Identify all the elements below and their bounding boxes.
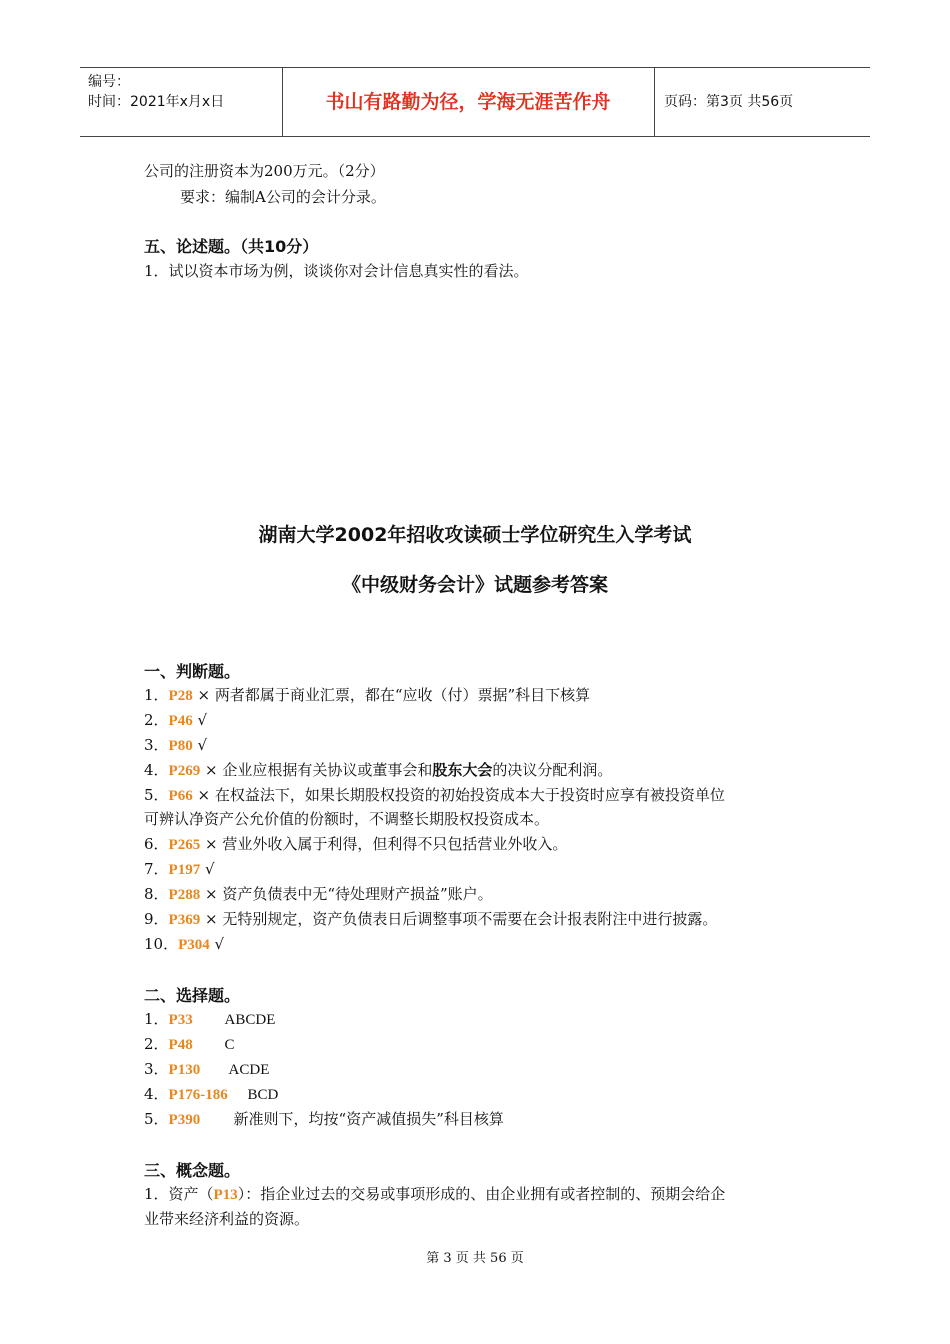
page-footer: 第 3 页 共 56 页 — [426, 1251, 524, 1266]
choice-item — [144, 1108, 504, 1129]
page-ref: P80 — [168, 738, 193, 754]
judge-item — [144, 933, 224, 954]
section5-title: 五、论述题。（共10分） — [144, 237, 319, 256]
answer-text: ACDE — [228, 1062, 270, 1078]
header-motto: 书山有路勤为径，学海无涯苦作舟 — [325, 91, 611, 113]
section3-title: 三、概念题。 — [144, 1161, 241, 1180]
item-text: √ — [209, 935, 225, 953]
item-number: 1． — [144, 1010, 169, 1028]
item-text: √ — [192, 736, 208, 754]
prev-line-1: 公司的注册资本为200万元。（2分） — [144, 162, 385, 180]
judge-item — [144, 858, 215, 879]
item-number: 3． — [144, 736, 169, 754]
item-number: 5． — [144, 1110, 169, 1128]
item-text: × 两者都属于商业汇票，都在“应收（付）票据”科目下核算 — [192, 686, 591, 704]
page-ref: P269 — [168, 763, 201, 779]
item-number: 3． — [144, 1060, 169, 1078]
page-ref: P130 — [168, 1062, 201, 1078]
item-text: × 营业外收入属于利得，但利得不只包括营业外收入。 — [200, 835, 568, 853]
section2-title: 二、选择题。 — [144, 986, 241, 1005]
item-text: √ — [200, 860, 215, 878]
judge-item — [144, 734, 207, 755]
page-ref: P197 — [168, 862, 201, 878]
header-page-info: 页码：第3页 共56页 — [664, 94, 794, 110]
judge-item — [144, 784, 725, 805]
page-ref: P369 — [168, 912, 201, 928]
time-label: 时间：2021年x月x日 — [88, 94, 225, 110]
page-ref: P176-186 — [168, 1087, 228, 1103]
page-ref: P66 — [168, 788, 193, 804]
page-ref: P265 — [168, 837, 201, 853]
choice-item — [144, 1008, 275, 1029]
section1-title: 一、判断题。 — [144, 662, 241, 681]
judge-item — [144, 883, 493, 904]
choice-item — [144, 1083, 278, 1104]
judge-item-continuation: 可辨认净资产公允价值的份额时，不调整长期股权投资成本。 — [144, 810, 550, 828]
judge-item — [144, 709, 207, 730]
judge-item — [144, 684, 590, 705]
concept-item-continuation: 业带来经济利益的资源。 — [144, 1210, 310, 1228]
doc-title-line-2: 《中级财务会计》试题参考答案 — [341, 574, 608, 596]
section5-question-1: 1．试以资本市场为例，谈谈你对会计信息真实性的看法。 — [144, 262, 529, 280]
item-number: 10． — [144, 935, 179, 953]
choice-item — [144, 1033, 235, 1054]
page-ref: P28 — [168, 688, 193, 704]
answer-text: C — [224, 1037, 235, 1053]
page-ref: P390 — [168, 1112, 201, 1128]
answer-text: BCD — [247, 1087, 279, 1103]
choice-item — [144, 1058, 269, 1079]
judge-item — [144, 908, 717, 929]
item-number: 2． — [144, 711, 169, 729]
item-number: 8． — [144, 885, 169, 903]
number-label: 编号： — [88, 74, 130, 90]
emphasis-text: 股东大会 — [432, 761, 493, 779]
header-divider — [654, 68, 655, 136]
item-text: 1．资产（ — [144, 1185, 214, 1203]
item-number: 7． — [144, 860, 169, 878]
prev-line-2: 要求：编制A公司的会计分录。 — [180, 188, 386, 206]
item-text: √ — [192, 711, 208, 729]
doc-title-line-1: 湖南大学2002年招收攻读硕士学位研究生入学考试 — [258, 524, 692, 546]
page-ref: P48 — [168, 1037, 193, 1053]
item-number: 4． — [144, 1085, 169, 1103]
item-text: × 在权益法下，如果长期股权投资的初始投资成本大于投资时应享有被投资单位 — [192, 786, 725, 804]
page-ref: P33 — [168, 1012, 193, 1028]
item-text: × 资产负债表中无“待处理财产损益”账户。 — [200, 885, 493, 903]
page-ref: P13 — [213, 1187, 238, 1203]
item-text: 的决议分配利润。 — [492, 761, 613, 779]
page-ref: P304 — [178, 937, 210, 953]
item-number: 5． — [144, 786, 169, 804]
answer-text: 新准则下，均按“资产减值损失”科目核算 — [233, 1110, 504, 1128]
item-text: × 无特别规定，资产负债表日后调整事项不需要在会计报表附注中进行披露。 — [200, 910, 718, 928]
item-text: ）：指企业过去的交易或事项形成的、由企业拥有或者控制的、预期会给企 — [237, 1185, 726, 1203]
page-ref: P46 — [168, 713, 193, 729]
page-header — [80, 67, 870, 137]
item-number: 1． — [144, 686, 169, 704]
item-text: × 企业应根据有关协议或董事会和 — [200, 761, 433, 779]
item-number: 2． — [144, 1035, 169, 1053]
concept-item — [144, 1183, 725, 1204]
item-number: 6． — [144, 835, 169, 853]
judge-item — [144, 833, 567, 854]
item-number: 4． — [144, 761, 169, 779]
page-ref: P288 — [168, 887, 201, 903]
answer-text: ABCDE — [224, 1012, 276, 1028]
header-meta — [88, 72, 224, 112]
item-number: 9． — [144, 910, 169, 928]
judge-item — [144, 759, 612, 780]
